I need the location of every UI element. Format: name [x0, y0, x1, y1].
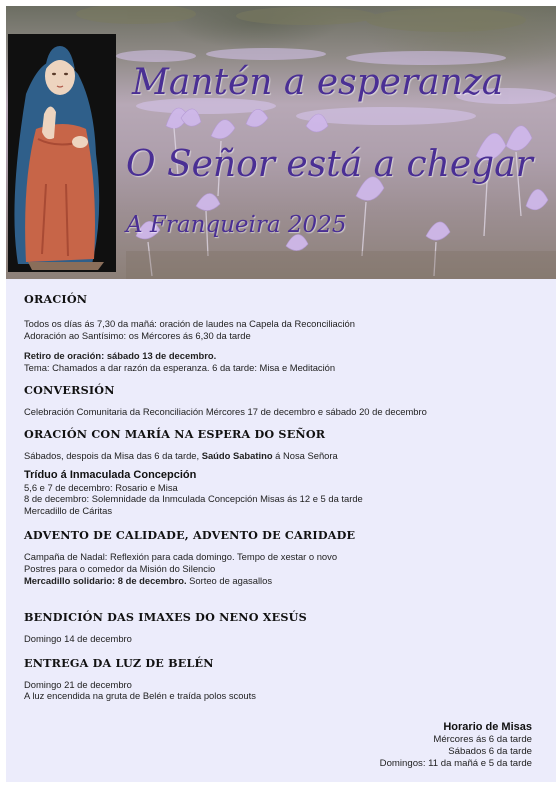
mass-schedule-line-3: Domingos: 11 da mañá e 5 da tarde: [379, 757, 532, 769]
maria-line-1: [24, 450, 539, 462]
mercadillo-solidario: Mercadillo solidario: 8 de decembro.: [24, 574, 187, 586]
section-title-bendicion: BENDICIÓN DAS IMAXES DO NENO XESÚS: [24, 610, 307, 625]
section-title-oracion: ORACIÓN: [24, 292, 88, 306]
retiro-text: Tema: Chamados a dar razón da esperanza. 6 da tarde: Misa e Meditación: [24, 361, 336, 373]
advento-line-3: [24, 575, 539, 587]
advento-line-1: Campaña de Nadal: Reflexión para cada domingo. Tempo de xestar o novo: [24, 551, 338, 563]
triduo-line-2: 8 de decembro: Solemnidade da Inmculada Concepción Misas ás 12 e 5 da tarde: [24, 493, 363, 505]
oracion-line-2: Adoración ao Santísimo: os Mércores ás 6,30 da tarde: [24, 329, 251, 341]
section-title-maria: ORACIÓN CON MARÍA NA ESPERA DO SEÑOR: [24, 426, 326, 441]
program-content: [24, 292, 539, 702]
saudo-sabatino: Saúdo Sabatino: [201, 449, 273, 461]
section-title-entrega: ENTREGA DA LUZ DE BELÉN: [24, 655, 214, 670]
headline-line-2: O Señor está a chegar: [126, 144, 533, 185]
header-banner: [6, 6, 556, 279]
section-title-conversion: CONVERSIÓN: [24, 383, 115, 398]
statue-photo: [8, 34, 116, 272]
maria-line-1-pre: Sábados, despois da Misa das 6 da tarde,: [24, 449, 202, 461]
retiro-title: [24, 350, 539, 362]
mass-schedule-line-2: Sábados 6 da tarde: [448, 745, 532, 757]
maria-line-1-post: á Nosa Señora: [272, 449, 338, 461]
triduo-line-1: 5,6 e 7 de decembro: Rosario e Misa: [24, 481, 178, 493]
headline-line-1: Mantén a esperanza: [132, 62, 504, 103]
entrega-line-1: Domingo 21 de decembro: [24, 678, 132, 690]
mass-schedule-title: Horario de Misas: [443, 721, 532, 733]
triduo-title: Tríduo á Inmaculada Concepción: [24, 468, 197, 481]
headline-line-3: A Franqueira 2025: [126, 212, 347, 238]
virgin-mary-statue: [8, 34, 116, 272]
entrega-line-2: A luz encendida na gruta de Belén e traída polos scouts: [24, 690, 256, 702]
conversion-line-1: Celebración Comunitaria da Reconciliación Mércores 17 de decembro e sábado 20 de decembro: [24, 406, 427, 418]
retiro-title-text: Retiro de oración: sábado 13 de decembro.: [24, 350, 217, 362]
advento-line-2: Postres para o comedor da Misión do Silencio: [24, 562, 216, 574]
section-title-advento: ADVENTO DE CALIDADE, ADVENTO DE CARIDADE: [24, 528, 356, 543]
poster: [6, 6, 556, 782]
bendicion-line-1: Domingo 14 de decembro: [24, 633, 132, 645]
mass-schedule: [380, 720, 532, 769]
advento-line-3-post: Sorteo de agasallos: [186, 574, 273, 586]
mass-schedule-line-1: Mércores ás 6 da tarde: [433, 734, 532, 745]
triduo-line-3: Mercadillo de Cáritas: [24, 504, 113, 516]
oracion-line-1: Todos os días ás 7,30 da mañá: oración de laudes na Capela da Reconciliación: [24, 318, 355, 329]
